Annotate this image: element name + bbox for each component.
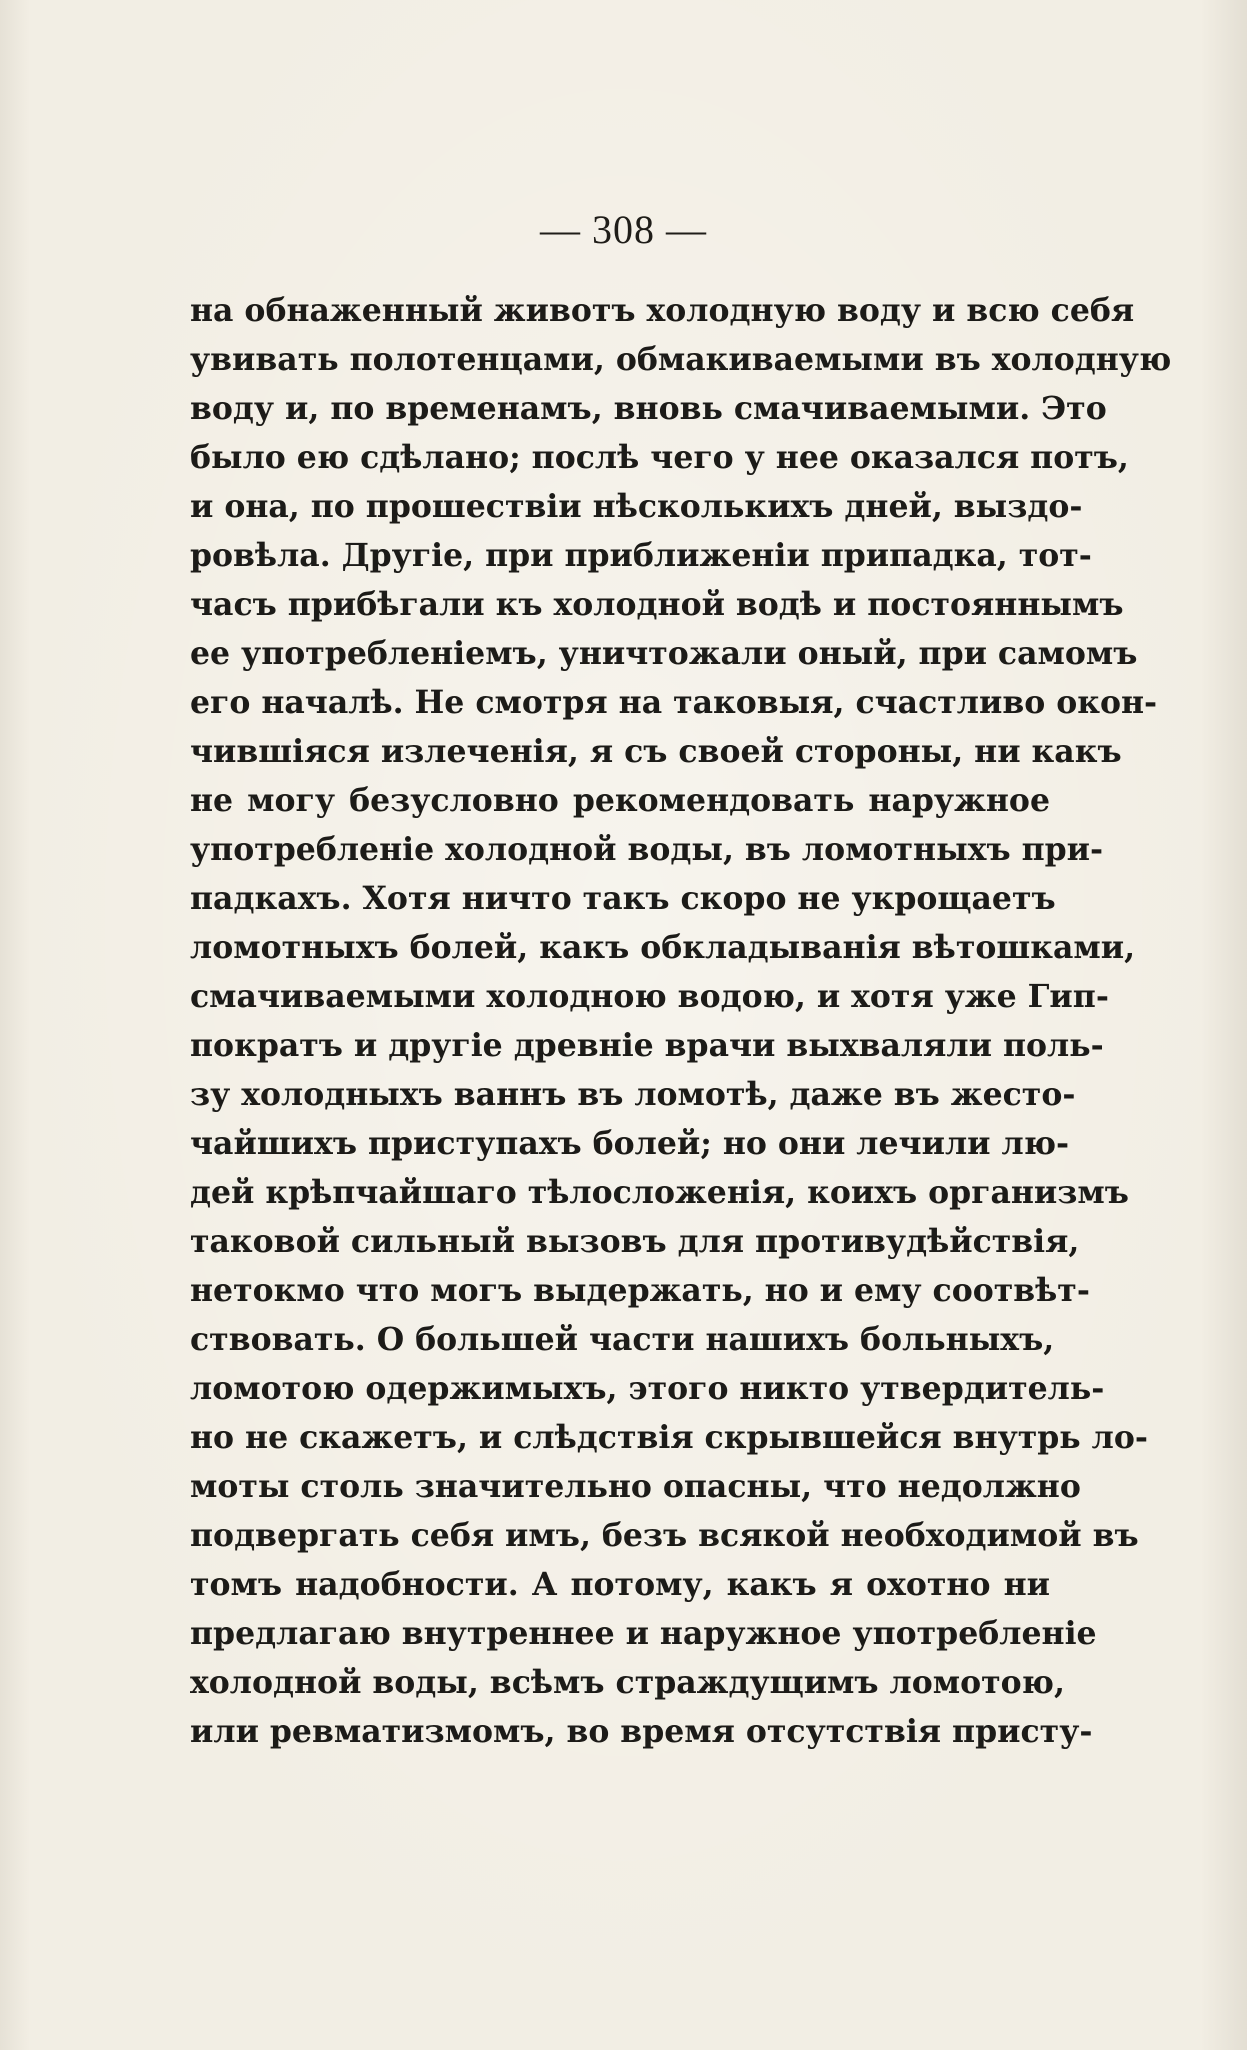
text-line: но не скажетъ, и слѣдствія скрывшейся внутрь ло- [190, 1419, 1148, 1456]
text-line: зу холодныхъ ваннъ въ ломотѣ, даже въ жесто- [190, 1076, 1076, 1113]
text-line: увивать полотенцами, обмакиваемыми въ холодную [190, 341, 1172, 378]
text-line: ломотныхъ болей, какъ обкладыванія вѣтошками, [190, 929, 1136, 966]
text-line: чившіяся излеченія, я съ своей стороны, ни какъ [190, 733, 1122, 770]
text-line: дей крѣпчайшаго тѣлосложенія, коихъ организмъ [190, 1174, 1129, 1211]
text-line: предлагаю внутреннее и наружное употребленіе [190, 1615, 1097, 1652]
text-line: часъ прибѣгали къ холодной водѣ и постояннымъ [190, 586, 1124, 623]
text-line: и она, по прошествіи нѣсколькихъ дней, выздо- [190, 488, 1083, 525]
page-number: — 308 — [540, 207, 707, 252]
text-line: смачиваемыми холодною водою, и хотя уже Гип- [190, 978, 1109, 1015]
text-line: таковой сильный вызовъ для противудѣйствія, [190, 1223, 1080, 1260]
text-line: его началѣ. Не смотря на таковыя, счастливо окон- [190, 684, 1158, 721]
text-line: ровѣла. Другіе, при приближеніи припадка, тот- [190, 537, 1092, 574]
text-line: ствовать. О большей части нашихъ больныхъ, [190, 1321, 1055, 1358]
text-line: или ревматизмомъ, во время отсутствія присту- [190, 1713, 1093, 1750]
body-text [190, 286, 1172, 1756]
text-line: не могу безусловно рекомендовать наружное [190, 782, 1050, 819]
text-line: употребленіе холодной воды, въ ломотныхъ при- [190, 831, 1104, 868]
text-line: падкахъ. Хотя ничто такъ скоро не укрощаетъ [190, 880, 1056, 917]
text-line: холодной воды, всѣмъ страждущимъ ломотою, [190, 1664, 1065, 1701]
text-line: нетокмо что могъ выдержать, но и ему соотвѣт- [190, 1272, 1090, 1309]
text-line: томъ надобности. А потому, какъ я охотно ни [190, 1566, 1050, 1603]
text-line: ломотою одержимыхъ, этого никто утвердитель- [190, 1370, 1105, 1407]
text-line: ее употребленіемъ, уничтожали оный, при самомъ [190, 635, 1138, 672]
text-line: подвергать себя имъ, безъ всякой необходимой въ [190, 1517, 1139, 1554]
text-line: воду и, по временамъ, вновь смачиваемыми. Это [190, 390, 1107, 427]
text-line: моты столь значительно опасны, что недолжно [190, 1468, 1081, 1505]
text-line: на обнаженный животъ холодную воду и всю себя [190, 292, 1135, 329]
text-line: было ею сдѣлано; послѣ чего у нее оказался потъ, [190, 439, 1129, 476]
text-line: чайшихъ приступахъ болей; но они лечили лю- [190, 1125, 1070, 1162]
text-line: пократъ и другіе древніе врачи выхваляли поль- [190, 1027, 1104, 1064]
